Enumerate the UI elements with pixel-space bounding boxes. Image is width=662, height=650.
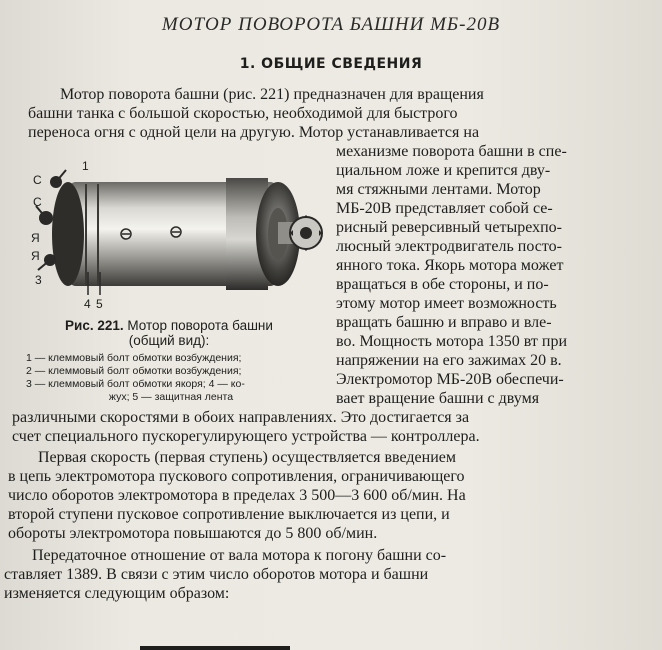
label-4: 4 [84, 297, 91, 310]
text-line: Первая скорость (первая ступень) осуществляется введением [38, 449, 456, 466]
legend-line: 2 — клеммовый болт обмотки возбуждения; [26, 365, 242, 377]
label-5: 5 [96, 297, 103, 310]
figure-caption [26, 318, 312, 348]
legend-line: жух; 5 — защитная лента [108, 391, 234, 403]
label-3: 3 [35, 273, 42, 287]
figure-legend [26, 352, 316, 404]
text-line: различными скоростями в обоих направлениях. Это достигается за [12, 409, 470, 426]
label-c1: С [33, 173, 42, 187]
label-c2: С [33, 195, 42, 209]
text-line: ставляет 1389. В связи с этим число оборотов мотора и башни [4, 566, 429, 583]
label-1: 1 [82, 160, 89, 173]
text-line: циальном ложе и крепится дву- [336, 162, 551, 179]
text-line: второй ступени пусковое сопротивление выключается из цепи, и [8, 506, 450, 523]
gear-icon [290, 215, 322, 251]
text-line: рисный реверсивный четырехпо- [336, 219, 562, 236]
text-line: вращать башню и вправо и вле- [336, 314, 552, 331]
label-ya1: Я [31, 231, 40, 245]
legend-line: 1 — клеммовый болт обмотки возбуждения; [26, 352, 242, 364]
motor-body [52, 178, 322, 290]
text-line: Передаточное отношение от вала мотора к погону башни со- [32, 547, 447, 564]
text-line: счет специального пускорегулирующего устройства — контроллера. [12, 428, 480, 445]
text-line: обороты электромотора повышаются до 5 800 об/мин. [8, 525, 378, 542]
caption-text: Мотор поворота башни [127, 318, 273, 333]
text-line: механизме поворота башни в спе- [336, 143, 567, 160]
motor-figure [26, 160, 336, 310]
section-heading: 1. ОБЩИЕ СВЕДЕНИЯ [239, 56, 423, 72]
text-line: изменяется следующим образом: [4, 585, 230, 602]
text-line: вает вращение башни с двумя [336, 390, 540, 407]
text-line: число оборотов электромотора в пределах 3 500—3 600 об/мин. На [8, 487, 466, 504]
text-line: переноса огня с одной цели на другую. Мотор устанавливается на [28, 124, 480, 141]
text-line: Мотор поворота башни (рис. 221) предназначен для вращения [60, 86, 484, 103]
caption-number: Рис. 221. [65, 318, 124, 333]
text-line: в цепь электромотора пускового сопротивления, ограничивающего [8, 468, 465, 485]
caption-subtitle: (общий вид): [128, 333, 210, 348]
text-line: янного тока. Якорь мотора может [336, 257, 564, 274]
text-line: во. Мощность мотора 1350 вт при [336, 333, 568, 350]
text-line: башни танка с большой скоростью, необходимой для быстрого [28, 105, 458, 122]
text-line: мя стяжными лентами. Мотор [336, 181, 541, 198]
page-title: МОТОР ПОВОРОТА БАШНИ МБ-20В [161, 14, 501, 35]
text-line: этому мотор имеет возможность [336, 295, 557, 312]
text-line: вращаться в обе стороны, и по- [336, 276, 549, 293]
text-line: напряжении на его зажимах 20 в. [336, 352, 562, 369]
text-line: Электромотор МБ-20В обеспечи- [336, 371, 564, 388]
text-line: люсный электродвигатель посто- [336, 238, 562, 255]
label-ya2: Я [31, 249, 40, 263]
legend-line: 3 — клеммовый болт обмотки якоря; 4 — ко- [26, 378, 245, 390]
text-line: МБ-20В представляет собой се- [336, 200, 553, 217]
divider [140, 646, 290, 650]
